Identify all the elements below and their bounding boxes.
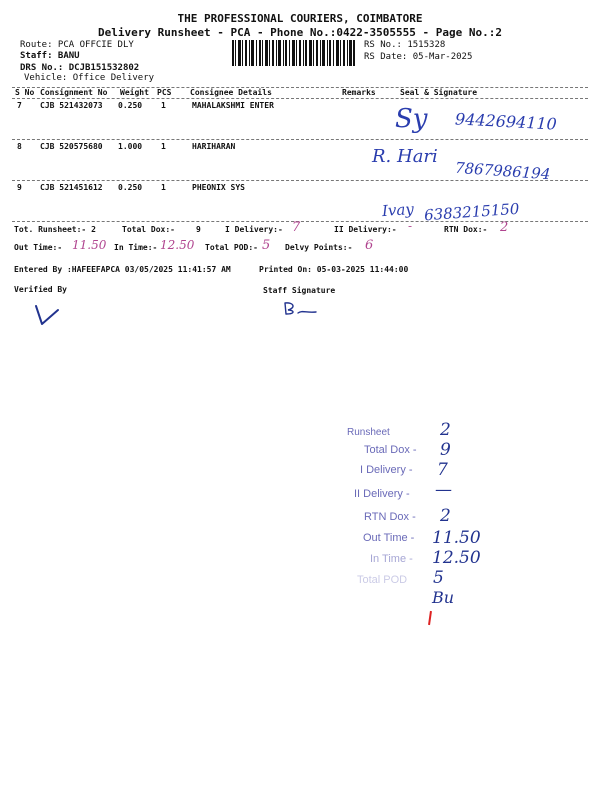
entered-by: Entered By :HAFEEFAPCA 03/05/2025 11:41:57 AM xyxy=(14,265,231,274)
row-consignment: CJB 520575680 xyxy=(40,142,103,151)
stamp-label: Out Time - xyxy=(363,532,415,544)
stamp-value: 2 xyxy=(440,506,451,526)
total-dox-value: 9 xyxy=(196,225,201,234)
stamp-value: 2 xyxy=(440,420,451,440)
row-phone: 9442694110 xyxy=(454,109,558,134)
total-dox-label: Total Dox:- xyxy=(122,225,175,234)
col-consignee: Consignee Details xyxy=(190,88,272,97)
stamp-label: In Time - xyxy=(370,553,413,565)
row-consignee: PHEONIX SYS xyxy=(192,183,245,192)
row-signature: Sy xyxy=(395,104,428,134)
stamp-label: I Delivery - xyxy=(360,464,413,476)
verified-by-label: Verified By xyxy=(14,285,67,294)
rs-number: RS No.: 1515328 xyxy=(364,40,446,50)
row-pcs: 1 xyxy=(161,142,166,151)
row-weight: 1.000 xyxy=(118,142,143,151)
stamp-value: — xyxy=(435,480,452,500)
stamp-value: 5 xyxy=(433,568,444,588)
stamp-value: 11.50 xyxy=(432,528,481,548)
tot-runsheet: Tot. Runsheet:- 2 xyxy=(14,225,96,234)
staff-signature-label: Staff Signature xyxy=(263,286,336,295)
staff-label: Staff: BANU xyxy=(20,51,80,61)
delvy-points-hw: 6 xyxy=(365,238,374,253)
row-phone: 6383215150 xyxy=(423,199,520,225)
out-time-hw: 11.50 xyxy=(72,238,107,252)
col-seal: Seal & Signature xyxy=(400,88,478,97)
row-consignee: MAHALAKSHMI ENTER xyxy=(192,101,274,110)
col-sno: S No xyxy=(15,88,35,97)
row-consignment: CJB 521432073 xyxy=(40,101,103,110)
stamp-value: 7 xyxy=(437,460,448,480)
row-consignment: CJB 521451612 xyxy=(40,183,103,192)
row-phone: 7867986194 xyxy=(454,158,551,184)
stamp-label: RTN Dox - xyxy=(364,511,416,523)
total-pod-label: Total POD:- xyxy=(205,243,258,252)
row-sno: 8 xyxy=(17,142,22,151)
row-weight: 0.250 xyxy=(118,183,143,192)
i-delivery-label: I Delivery:- xyxy=(225,225,283,234)
row-signature: Ivay xyxy=(381,199,415,221)
divider xyxy=(12,139,588,140)
row-sno: 9 xyxy=(17,183,22,192)
ii-delivery-hw: - xyxy=(408,219,413,233)
verified-mark-icon xyxy=(30,300,62,328)
stamp-value: 12.50 xyxy=(432,548,481,568)
stamp-signature: Bu xyxy=(432,588,455,607)
row-pcs: 1 xyxy=(161,101,166,110)
out-time-label: Out Time:- xyxy=(14,243,63,252)
col-consignment: Consignment No xyxy=(40,88,108,97)
rtn-dox-label: RTN Dox:- xyxy=(444,225,488,234)
in-time-label: In Time:- xyxy=(114,243,158,252)
route-label: Route: PCA OFFCIE DLY xyxy=(20,40,134,50)
total-pod-hw: 5 xyxy=(262,238,271,253)
rs-date: RS Date: 05-Mar-2025 xyxy=(364,52,473,62)
in-time-hw: 12.50 xyxy=(160,238,195,252)
stamp-label: Runsheet xyxy=(347,427,390,438)
i-delivery-hw: 7 xyxy=(292,220,301,235)
row-weight: 0.250 xyxy=(118,101,143,110)
printed-on: Printed On: 05-03-2025 11:44:00 xyxy=(259,265,409,274)
row-sno: 7 xyxy=(17,101,22,110)
barcode-icon xyxy=(232,40,356,66)
divider xyxy=(12,180,588,181)
drs-number: DRS No.: DCJB151532802 xyxy=(20,63,140,73)
divider xyxy=(12,98,588,99)
runsheet-subtitle: Delivery Runsheet - PCA - Phone No.:0422-3505555 - Page No.:2 xyxy=(98,26,502,39)
col-weight: Weight xyxy=(120,88,149,97)
row-consignee: HARIHARAN xyxy=(192,142,236,151)
rtn-dox-hw: 2 xyxy=(500,220,509,235)
staff-signature-mark-icon xyxy=(282,300,318,318)
col-remarks: Remarks xyxy=(342,88,376,97)
red-mark xyxy=(428,611,432,625)
row-pcs: 1 xyxy=(161,183,166,192)
ii-delivery-label: II Delivery:- xyxy=(334,225,397,234)
company-title: THE PROFESSIONAL COURIERS, COIMBATORE xyxy=(177,12,423,25)
stamp-label: Total Dox - xyxy=(364,444,417,456)
stamp-label: Total POD xyxy=(357,574,408,586)
col-pcs: PCS xyxy=(157,88,172,97)
stamp-value: 9 xyxy=(440,440,451,460)
delvy-points-label: Delvy Points:- xyxy=(285,243,353,252)
stamp-label: II Delivery - xyxy=(354,488,410,500)
vehicle-label: Vehicle: Office Delivery xyxy=(24,73,155,83)
row-signature: R. Hari xyxy=(372,146,438,167)
